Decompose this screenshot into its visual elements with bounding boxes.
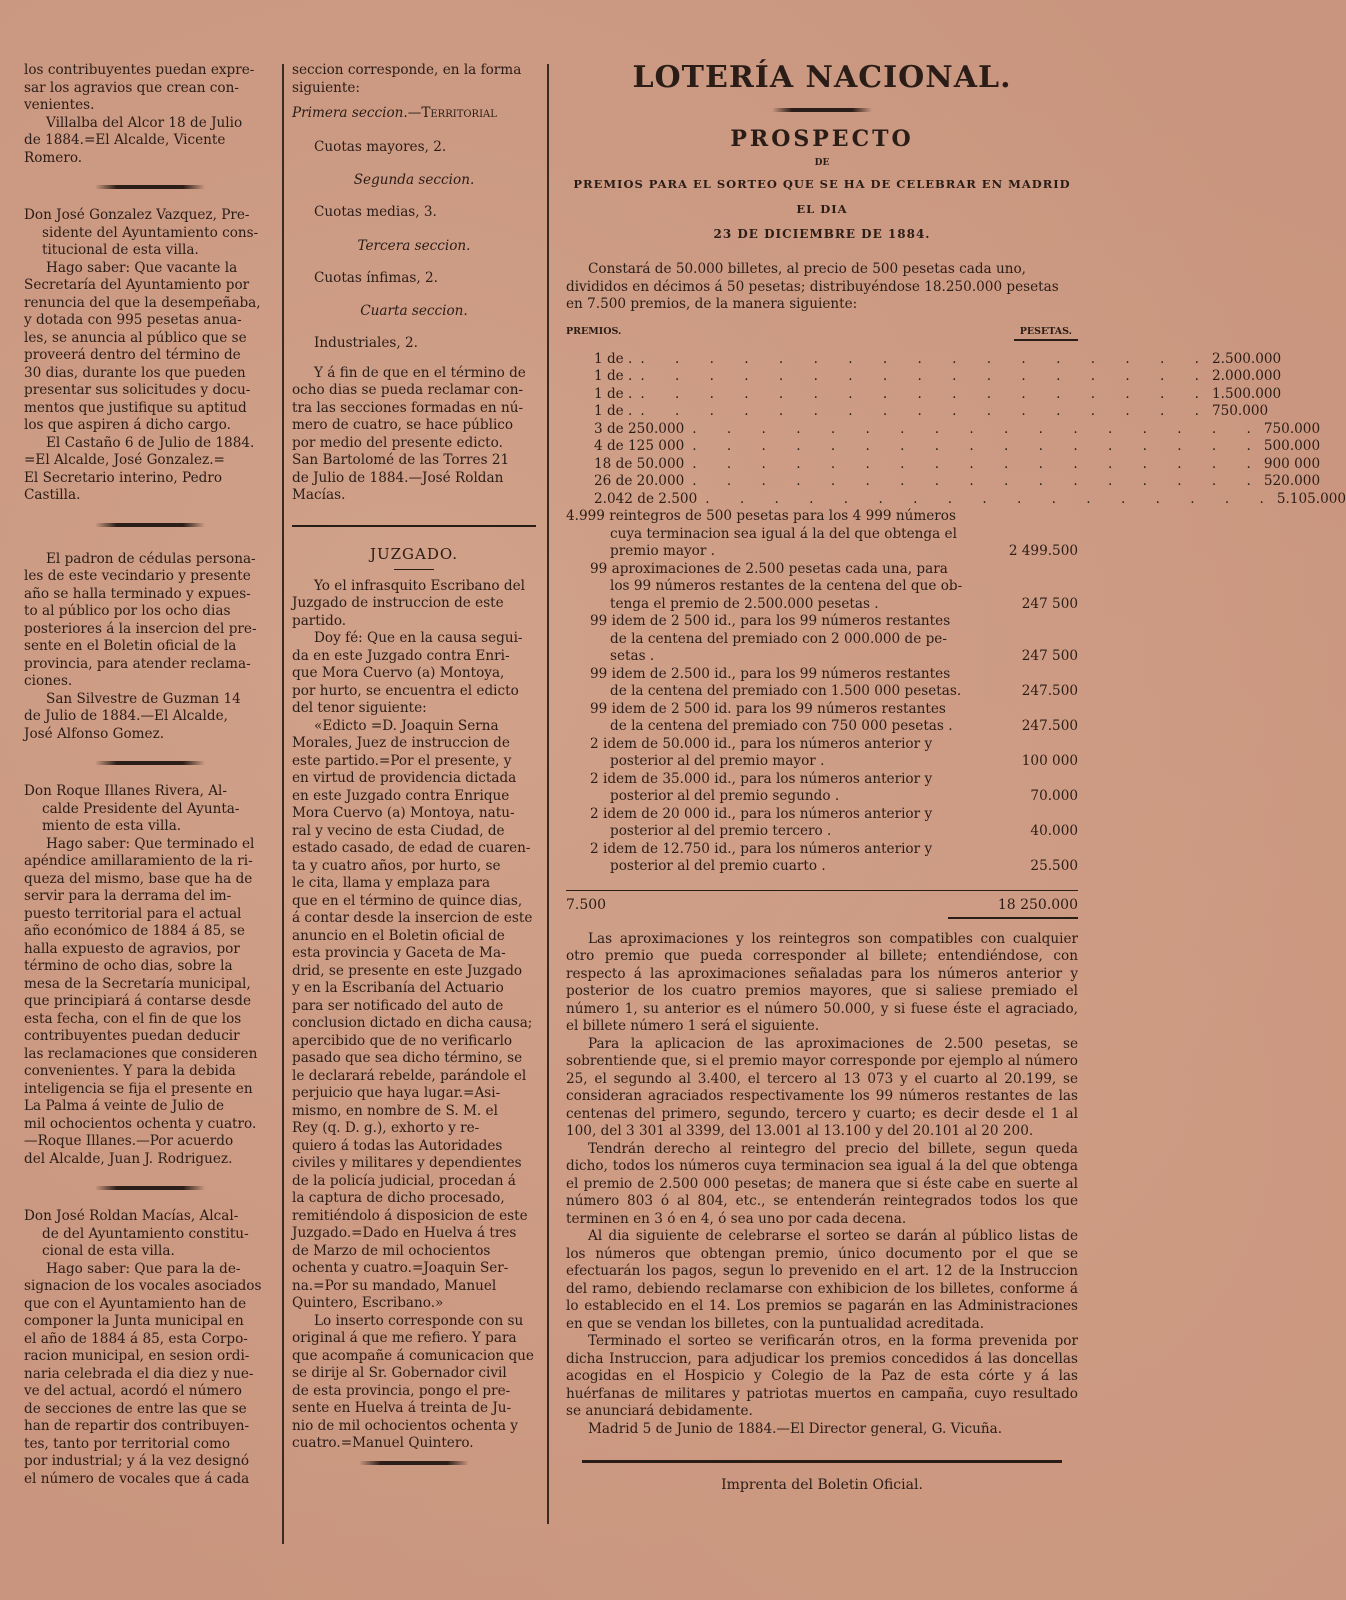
text-line: San Silvestre de Guzman 14 [46,690,241,707]
text-line: Quintero, Escribano.» [292,1295,444,1311]
text-line: posterior al del premio segundo . [610,788,840,804]
prize-row [566,613,1078,666]
text-line: Romero. [24,149,83,166]
text-line: La Palma á veinte de Julio de [24,1098,225,1114]
text-line: mesa de la Secretaría municipal, [24,975,251,992]
prize-row [566,420,1321,439]
text-line: mismo, en nombre de S. M. el [292,1102,498,1119]
text-line: el año de 1884 á 85, esta Corpo- [24,1330,248,1347]
prize-amount: 100 000 [1021,753,1078,769]
text-line: y dotada con 995 pesetas anua- [24,312,242,328]
text-line: la captura de dicho procesado, [292,1190,505,1206]
text-line: año se halla terminado y expues- [24,585,251,602]
text-line: signacion de los vocales asociados [24,1278,262,1294]
text-line: original á que me refiero. Y para [292,1330,517,1346]
text-line: Doy fé: Que en la causa segui- [314,630,523,646]
text-line: esta provincia y Gaceta de Ma- [292,945,506,961]
text-line: racion municipal, en sesion ordi- [24,1348,250,1364]
text-line: Morales, Juez de instruccion de [292,735,510,751]
prize-label: 2.042 de 2.500 [594,490,698,507]
text-line: de la centena del premiado con 1.500 000 pesetas. [610,683,962,699]
column-3 [566,60,1346,1493]
text-line: seccion corresponde, en la forma [292,62,522,78]
notice-castano [24,207,276,505]
prize-amount: 1.500.000 [1211,385,1282,402]
text-line: del tenor siguiente: [292,700,427,716]
section-1-text: Cuotas mayores, 2. [314,138,447,155]
ornament-divider [95,1186,205,1190]
prize-amount: 25.500 [1030,858,1078,874]
body-paragraph: Las aproximaciones y los reintegros son compatibles con cualquier otro premio que pueda corresponder al billete; entendiéndose, con respecto á las aproximaciones señaladas para los números anterior y posterior de los cuatro premios mayores, que si saliese premiado el número 1, su anterior es el número 50.000, y si fuese éste el agraciado, el billete número 1 será el siguiente. [566,930,1078,1034]
text-line: Hago saber: Que para la de- [46,1260,241,1277]
text-line: en virtud de providencia dictada [292,770,517,786]
text-line: ocho dias se pueda reclamar con- [292,382,524,398]
prize-row [566,403,1269,421]
text-line: premio mayor . [610,543,715,559]
text-line: Macías. [292,487,346,503]
prize-table-header [566,326,1078,341]
text-line: los contribuyentes puedan expre- [24,62,255,78]
prize-row [566,736,1078,771]
leader-dots: . . . . . . . . . . . . . . . . . [692,438,1264,454]
text-line: en este Juzgado contra Enrique [292,787,510,804]
text-line: cuatro.=Manuel Quintero. [292,1435,474,1451]
prize-row [566,771,1078,806]
text-line: queza del mismo, base que ha de [24,870,253,887]
body-paragraph: Al dia siguiente de celebrarse el sorteo se darán al público listas de los números que obtengan premio, único documento por el que se efectuarán los pagos, segun lo prevenido en el art. 12 de la Instruccion del ramo, debiendo reclamarse con exhibicion de los billetes, conforme á lo establecido en el 14. Los premios se pagarán en las Administraciones en que se vendan los billetes, con la puntualidad acreditada. [566,1228,1078,1332]
text-line: setas . [610,648,655,664]
text-line: cional de esta villa. [42,1243,175,1259]
text-line: que en el término de quince dias, [292,892,523,909]
prize-row [566,490,1346,509]
text-line: le declarará rebelde, parándole el [292,1067,527,1084]
text-line: de la centena del premiado con 2 000.000 de pe- [610,630,947,647]
text-line: siguiente: [292,79,361,96]
text-line: posterior al del premio mayor . [610,753,825,769]
text-line: de Marzo de mil ochocientos [292,1242,491,1259]
prize-amount: 5.105.000 [1276,490,1346,507]
ornament-divider [95,761,205,765]
column-rule-2 [547,64,549,1524]
prize-label: 1 de . [594,403,633,419]
text-line: ta y cuatro años, por hurto, se [292,857,501,874]
prize-amount: 520.000 [1263,473,1321,489]
text-line: los que aspiren á dicho cargo. [24,417,231,433]
body-paragraph: Tendrán derecho al reintegro del precio del billete, segun queda dicho, todos los números cuya terminacion sea igual á la del que obtenga el premio de 2.500 000 pesetas; de manera que si éste cabe en suerte al número 803 ó al 804, etc., se entenderán reintegrados todos los que terminen en 3 ó en 4, ó sea uno por cada decena. [566,1140,1078,1227]
text-line: partido. [292,612,347,629]
prize-label: 4 de 125 000 [594,438,685,454]
text-line: venientes. [24,97,95,113]
text-line: de esta provincia, pongo el pre- [292,1382,511,1399]
section-2: Segunda seccion. [353,172,475,188]
prize-amount: 2.000.000 [1211,368,1282,384]
text-line: ciones. [24,673,73,689]
text-line: «Edicto =D. Joaquin Serna [314,717,499,734]
text-line: —Roque Illanes.—Por acuerdo [24,1133,234,1149]
text-line: Rey (q. D. g.), exhorto y re- [292,1120,480,1136]
prize-label: 3 de 250.000 [594,420,685,437]
prize-description [566,736,998,771]
text-line: =El Alcalde, José Gonzalez.= [24,452,225,468]
text-line: de la centena del premiado con 750 000 pesetas . [610,718,953,734]
text-line: sidente del Ayuntamiento cons- [42,224,259,241]
section-4: Cuarta seccion. [360,303,468,319]
text-line: provincia, para atender reclama- [24,655,251,672]
text-line: Y á fin de que en el término de [314,364,526,381]
text-line: de la policía judicial, procedan á [292,1172,516,1189]
prize-description [566,841,998,876]
prize-row [566,385,1282,404]
text-line: perjuicio que haya lugar.=Asi- [292,1085,501,1101]
text-line: componer la Junta municipal en [24,1313,244,1329]
text-line: Yo el infrasquito Escribano del [314,577,526,594]
text-line: 99 idem de 2 500 id., para los 99 números restantes [590,613,951,629]
text-line: nio de mil ochocientos ochenta y [292,1417,518,1434]
prize-description [566,806,998,841]
sections-intro [292,62,536,97]
text-line: 99 idem de 2.500 id., para los 99 números restantes [590,665,951,682]
text-line: remitiéndolo á disposicion de este [292,1207,528,1224]
prospecto-intro [566,261,1078,314]
text-line: esta fecha, con el fin de que los [24,1010,242,1027]
prize-row [566,455,1321,474]
text-line: les, se anuncia al público que se [24,329,247,346]
notice-san-bartolome [24,1208,276,1488]
notice-la-palma [24,783,276,1168]
text-line: 99 aproximaciones de 2.500 pesetas cada una, para [590,560,948,577]
text-line: que con el Ayuntamiento han de [24,1295,247,1312]
text-line: presentar sus solicitudes y docu- [24,382,251,398]
text-line: Hago saber: Que terminado el [46,835,255,852]
text-line: 2 idem de 50.000 id., para los números anterior y [590,735,933,752]
text-line: to al público por los ocho dias [24,603,231,619]
leader-dots: . . . . . . . . . . . . . . . . . [640,350,1212,367]
text-line: tenga el premio de 2.500.000 pesetas . [610,595,879,612]
prize-amount: 40.000 [1030,823,1078,839]
text-line: de secciones de entre las que se [24,1400,247,1417]
text-line: posteriores á la insercion del pre- [24,620,257,637]
text-line: de del Ayuntamiento constitu- [42,1225,249,1242]
text-line: 30 dias, durante los que pueden [24,364,246,381]
text-line: sar los agravios que crean con- [24,79,239,96]
text-line: da en este Juzgado contra Enri- [292,647,510,664]
leader-dots: . . . . . . . . . . . . . . . . . [705,490,1277,507]
total-amount: 18 250.000 [997,896,1078,913]
text-line: posterior al del premio tercero . [610,823,832,839]
text-line: tes, tanto por territorial como [24,1435,231,1452]
prize-row [566,473,1321,491]
prize-amount: 750.000 [1263,420,1321,437]
prize-row [566,701,1078,736]
prize-row [566,438,1321,456]
prospecto-subtitle-1: PREMIOS PARA EL SORTEO QUE SE HA DE CELEBRAR EN MADRID EL DIA [573,177,1071,216]
leader-dots: . . . . . . . . . . . . . . . . . [692,455,1264,472]
text-line: mil ochocientos ochenta y cuatro. [24,1115,257,1132]
section-2-text: Cuotas medias, 3. [314,204,437,220]
text-line: calde Presidente del Ayunta- [42,800,240,817]
ornament-divider [95,523,205,527]
header-pesetas: PESETAS. [1014,326,1078,341]
prospecto-body [566,931,1078,1439]
leader-dots: . . . . . . . . . . . . . . . . . [640,403,1212,419]
text-line: 99 idem de 2 500 id. para los 99 números restantes [590,700,946,717]
text-line: se dirije al Sr. Gobernador civil [292,1365,507,1381]
prize-description [566,666,998,701]
ornament-divider [772,108,872,112]
text-line: na.=Por su mandado, Manuel [292,1277,497,1294]
text-line: que principiará á contarse desde [24,993,252,1009]
text-line: de 1884.=El Alcalde, Vicente [24,132,226,148]
text-line: para ser notificado del auto de [292,997,504,1014]
prize-amount: 500.000 [1263,438,1321,454]
prize-row [566,841,1078,876]
text-line: contribuyentes puedan deducir [24,1028,240,1044]
prize-description [566,561,998,614]
notice-san-silvestre [24,551,276,744]
prize-amount: 2 499.500 [1008,543,1078,559]
prize-amount: 750.000 [1211,403,1269,419]
text-line: 2 idem de 20 000 id., para los números anterior y [590,805,933,822]
prize-amount: 2.500.000 [1211,350,1282,367]
text-line: sente en Huelva á treinta de Ju- [292,1400,512,1416]
text-line: que Mora Cuervo (a) Montoya, [292,665,505,681]
text-line: José Alfonso Gomez. [24,725,165,742]
prize-total [566,890,1078,913]
text-line: á contar desde la insercion de este [292,910,533,926]
text-line: término de ocho dias, sobre la [24,958,233,974]
total-count: 7.500 [566,896,607,913]
sections-closing [292,365,536,505]
text-line: apéndice amillaramiento de la ri- [24,853,253,869]
text-line: Juzgado.=Dado en Huelva á tres [292,1225,517,1241]
text-line: Constará de 50.000 billetes, al precio de 500 pesetas cada uno, [588,261,1026,277]
text-line: por industrial; y á la vez designó [24,1453,250,1469]
text-line: por medio del presente edicto. [292,434,503,451]
prize-amount: 247.500 [1021,683,1078,699]
prize-label: 1 de . [594,368,633,384]
text-line: Mora Cuervo (a) Montoya, natu- [292,805,515,821]
text-line: servir para la derrama del im- [24,888,232,904]
text-line: Castilla. [24,487,81,503]
prospecto-subtitle-2: 23 DE DICIEMBRE DE 1884. [713,227,931,241]
text-line: Don José Gonzalez Vazquez, Pre- [24,207,250,223]
column-1 [24,62,276,1488]
text-line: el número de vocales que á cada [24,1470,250,1487]
imprenta-line: Imprenta del Boletin Oficial. [721,1477,923,1493]
text-line: este partido.=Por el presente, y [292,752,512,769]
column-rule-1 [282,64,284,1544]
total-underline [948,917,1078,919]
text-line: halla expuesto de agravios, por [24,940,240,957]
text-line: renuncia del que la desempeñaba, [24,294,261,311]
text-line: drid, se presente en este Juzgado [292,962,523,979]
prize-amount: 900 000 [1263,455,1321,472]
text-line: en 7.500 premios, de la manera siguiente: [566,296,858,312]
prize-description [566,508,998,561]
prize-row [566,508,1078,561]
loteria-title: LOTERÍA NACIONAL. [632,60,1012,95]
text-line: Don José Roldan Macías, Alcal- [24,1208,239,1224]
leader-dots: . . . . . . . . . . . . . . . . . [692,420,1264,437]
text-line: del Alcalde, Juan J. Rodriguez. [24,1150,233,1167]
prize-table [566,350,1346,876]
text-line: titucional de esta villa. [42,242,199,258]
text-line: 4.999 reintegros de 500 pesetas para los 4 999 números [566,508,956,524]
notice-villalba [24,62,276,167]
section-3-text: Cuotas ínfimas, 2. [314,269,438,286]
rule [292,525,536,527]
text-line: sente en el Boletin oficial de la [24,638,237,654]
text-line: les de este vecindario y presente [24,568,251,584]
text-line: divididos en décimos á 50 pesetas; distribuyéndose 18.250.000 pesetas [566,278,1059,295]
text-line: puesto territorial para el actual [24,905,242,922]
text-line: y en la Escribanía del Actuario [292,980,504,996]
text-line: tra las secciones formadas en nú- [292,399,524,416]
text-line: mentos que justifique su aptitud [24,399,247,416]
prize-row [566,806,1078,841]
text-line: San Bartolomé de las Torres 21 [292,452,510,468]
text-line: civiles y militares y dependientes [292,1155,522,1171]
text-line: Don Roque Illanes Rivera, Al- [24,783,227,799]
text-line: El padron de cédulas persona- [46,550,256,567]
column-2 [292,62,536,1483]
juzgado-title: JUZGADO. [369,544,459,563]
text-line: los 99 números restantes de la centena del que ob- [610,578,963,594]
de-label: DE [814,158,830,168]
ornament-divider [359,1461,469,1465]
section-3: Tercera seccion. [357,237,471,254]
text-line: año económico de 1884 á 85, se [24,923,245,939]
section-4-text: Industriales, 2. [314,335,418,351]
text-line: inteligencia se fija el presente en [24,1080,253,1097]
prize-description [566,771,998,806]
prize-label: 26 de 20.000 [594,473,685,489]
text-line: posterior al del premio cuarto . [610,858,826,874]
text-line: las reclamaciones que consideren [24,1045,258,1062]
juzgado-text [292,578,536,1453]
short-rule [394,569,434,570]
closing-rule [582,1460,1062,1463]
prize-row [566,666,1078,701]
text-line: 2 idem de 35.000 id., para los números anterior y [590,770,933,787]
text-line: que acompañe á comunicacion que [292,1347,534,1364]
body-paragraph: Madrid 5 de Junio de 1884.—El Director general, G. Vicuña. [588,1420,1003,1437]
text-line: ve del actual, acordó el número [24,1383,242,1399]
prize-amount: 70.000 [1030,788,1078,804]
prize-row [566,350,1282,369]
text-line: El Castaño 6 de Julio de 1884. [46,434,255,451]
text-line: Secretaría del Ayuntamiento por [24,277,250,293]
prize-amount: 247 500 [1021,595,1078,612]
ornament-divider [95,185,205,189]
body-paragraph: Para la aplicacion de las aproximaciones de 2.500 pesetas, se sobrentiende que, si el premio mayor corresponde por ejemplo al número 25, el segundo al 3.400, el tercero al 13 073 y el cuarto al 20.199, se consideran agraciados respectivamente los 99 números restantes de las centenas del primero, segundo, tercero y cuarto; es decir desde el 1 al 100, del 3 301 al 3399, del 13.001 al 13.100 y del 20.101 al 20 200. [566,1035,1078,1139]
text-line: convenientes. Y para la debida [24,1063,236,1079]
text-line: de Julio de 1884.—El Alcalde, [24,708,228,724]
text-line: Lo inserto corresponde con su [314,1312,524,1329]
prize-label: 1 de . [594,385,633,402]
text-line: conclusion dictado en dicha causa; [292,1015,533,1031]
leader-dots: . . . . . . . . . . . . . . . . . [640,385,1212,402]
text-line: miento de esta villa. [42,818,182,834]
text-line: Villalba del Alcor 18 de Julio [46,114,243,131]
body-paragraph: Terminado el sorteo se verificarán otros, en la forma prevenida por dicha Instruccion, para adjudicar los premios concedidos á las doncellas acogidas en el Hospicio y Colegio de la Paz de esta córte y á las huérfanas de militares y patriotas muertos en campaña, cuyo resultado se anunciará debidamente. [566,1333,1078,1419]
text-line: 2 idem de 12.750 id., para los números anterior y [590,840,933,857]
text-line: Hago saber: Que vacante la [46,259,238,276]
text-line: proveerá dentro del término de [24,347,241,363]
text-line: han de repartir dos contribuyen- [24,1418,250,1434]
prize-amount: 247.500 [1021,718,1078,734]
prospecto-heading: PROSPECTO [730,126,914,152]
text-line: cuya terminacion sea igual á la del que obtenga el [610,525,957,542]
header-premios: PREMIOS. [566,325,622,337]
text-line: apercibido que de no verificarlo [292,1032,513,1049]
leader-dots: . . . . . . . . . . . . . . . . . [692,473,1264,489]
text-line: le cita, llama y emplaza para [292,875,491,891]
section-1: Primera seccion.—Territorial [292,105,497,121]
text-line: anuncio en el Boletin oficial de [292,927,505,944]
prize-description [566,701,998,736]
text-line: por hurto, se encuentra el edicto [292,682,519,699]
leader-dots: . . . . . . . . . . . . . . . . . [640,368,1212,384]
prize-row [566,368,1282,386]
prize-row [566,561,1078,614]
prize-label: 18 de 50.000 [594,455,685,472]
prize-label: 1 de . [594,350,633,367]
text-line: naria celebrada el dia diez y nue- [24,1365,254,1382]
text-line: ral y vecino de esta Ciudad, de [292,822,505,839]
text-line: El Secretario interino, Pedro [24,469,223,486]
text-line: estado casado, de edad de cuaren- [292,840,531,856]
text-line: pasado que sea dicho término, se [292,1050,523,1066]
text-line: mero de cuatro, se hace público [292,417,514,433]
prize-amount: 247 500 [1021,648,1078,664]
text-line: quiero á todas las Autoridades [292,1137,503,1154]
prize-description [566,613,998,666]
text-line: Juzgado de instruccion de este [292,595,504,611]
text-line: de Julio de 1884.—José Roldan [292,469,504,486]
text-line: ochenta y cuatro.=Joaquin Ser- [292,1260,509,1276]
